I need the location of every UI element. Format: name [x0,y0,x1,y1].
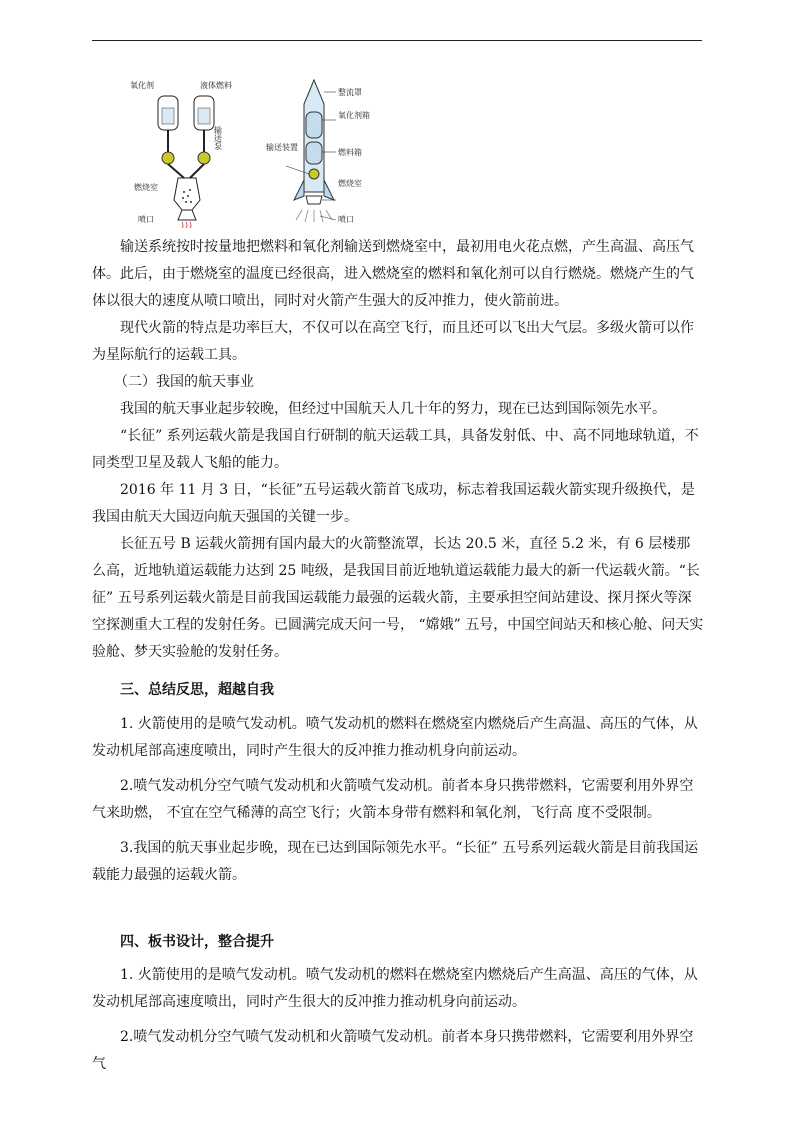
nozzle-label: 喷口 [138,215,154,224]
fuel-label: 液体燃料 [200,81,232,90]
fuel-tank-label: 燃料箱 [338,148,362,157]
rocket-diagram [266,74,376,234]
paragraph-first-flight: 2016 年 11 月 3 日，“长征”五号运载火箭首飞成功，标志着我国运载火箭实现升级换代，是我国由航天大国迈向航天强国的关键一步。 [92,482,695,525]
section-2-heading: （二）我国的航天事业 [114,374,254,390]
summary-item-1: 1. 火箭使用的是喷气发动机。喷气发动机的燃料在燃烧室内燃烧后产生高温、高压的气体，从发动机尾部高速度喷出，同时产生很大的反冲推力推动机身向前运动。 [92,716,698,759]
summary-item-2: 2.喷气发动机分空气喷气发动机和火箭喷气发动机。前者本身只携带燃料，它需要利用外界空气来助燃， 不宜在空气稀薄的高空飞行；火箭本身带有燃料和氧化剂，飞行高 度不受限制。 [92,778,694,821]
section-3-heading: 三、总结反思，超越自我 [120,682,274,698]
header-rule [92,40,702,41]
delivery-label: 输送装置 [266,143,298,152]
pump-label: 输送泵 [213,126,223,150]
board-item-1: 1. 火箭使用的是喷气发动机。喷气发动机的燃料在燃烧室内燃烧后产生高温、高压的气体，从发动机尾部高速度喷出，同时产生很大的反冲推力推动机身向前运动。 [92,967,698,1010]
chamber-label: 燃烧室 [134,183,158,192]
oxidizer-tank-label: 氧化剂箱 [338,111,370,120]
paragraph-cz5b: 长征五号 B 运载火箭拥有国内最大的火箭整流罩，长达 20.5 米，直径 5.2 米，有 6 层楼那么高，近地轨道运载能力达到 25 吨级，是我国目前近地轨道运载能力最大的新一代运载火箭。“长征” 五号系列运载火箭是目前我国运载能力最强的运载火箭，主要承担空间站建设、探月探火等深空探测重大工程的发射任务。已圆满完成天问一号， “嫦娥” 五号，中国空间站天和核心舱、问天实验舱、梦天实验舱的发射任务。 [92,536,704,660]
board-item-2: 2.喷气发动机分空气喷气发动机和火箭喷气发动机。前者本身只携带燃料，它需要利用外界空气 [92,1029,694,1072]
paragraph-modern-rocket: 现代火箭的特点是功率巨大，不仅可以在高空飞行，而且还可以飞出大气层。多级火箭可以作为星际航行的运载工具。 [92,320,694,363]
paragraph-long-march: “长征” 系列运载火箭是我国自行研制的航天运载工具，具备发射低、中、高不同地球轨道，不同类型卫星及载人飞船的能力。 [92,428,699,471]
oxidizer-label: 氧化剂 [130,81,154,90]
paragraph-delivery: 输送系统按时按量地把燃料和氧化剂输送到燃烧室中，最初用电火花点燃，产生高温、高压气体。此后，由于燃烧室的温度已经很高，进入燃烧室的燃料和氧化剂可以自行燃烧。燃烧产生的气体以很大的速度从喷口喷出，同时对火箭产生强大的反冲推力，使火箭前进。 [92,239,694,309]
section-4-heading: 四、板书设计，整合提升 [120,934,274,950]
nozzle-label-right: 喷口 [338,215,354,224]
fairing-label: 整流罩 [338,88,362,97]
chamber-label-right: 燃烧室 [338,179,362,188]
paragraph-china-aerospace: 我国的航天事业起步较晚，但经过中国航天人几十年的努力，现在已达到国际领先水平。 [120,401,666,417]
engine-diagram [128,68,248,228]
summary-item-3: 3.我国的航天事业起步晚，现在已达到国际领先水平。“长征” 五号系列运载火箭是目前我国运载能力最强的运载火箭。 [92,840,699,883]
